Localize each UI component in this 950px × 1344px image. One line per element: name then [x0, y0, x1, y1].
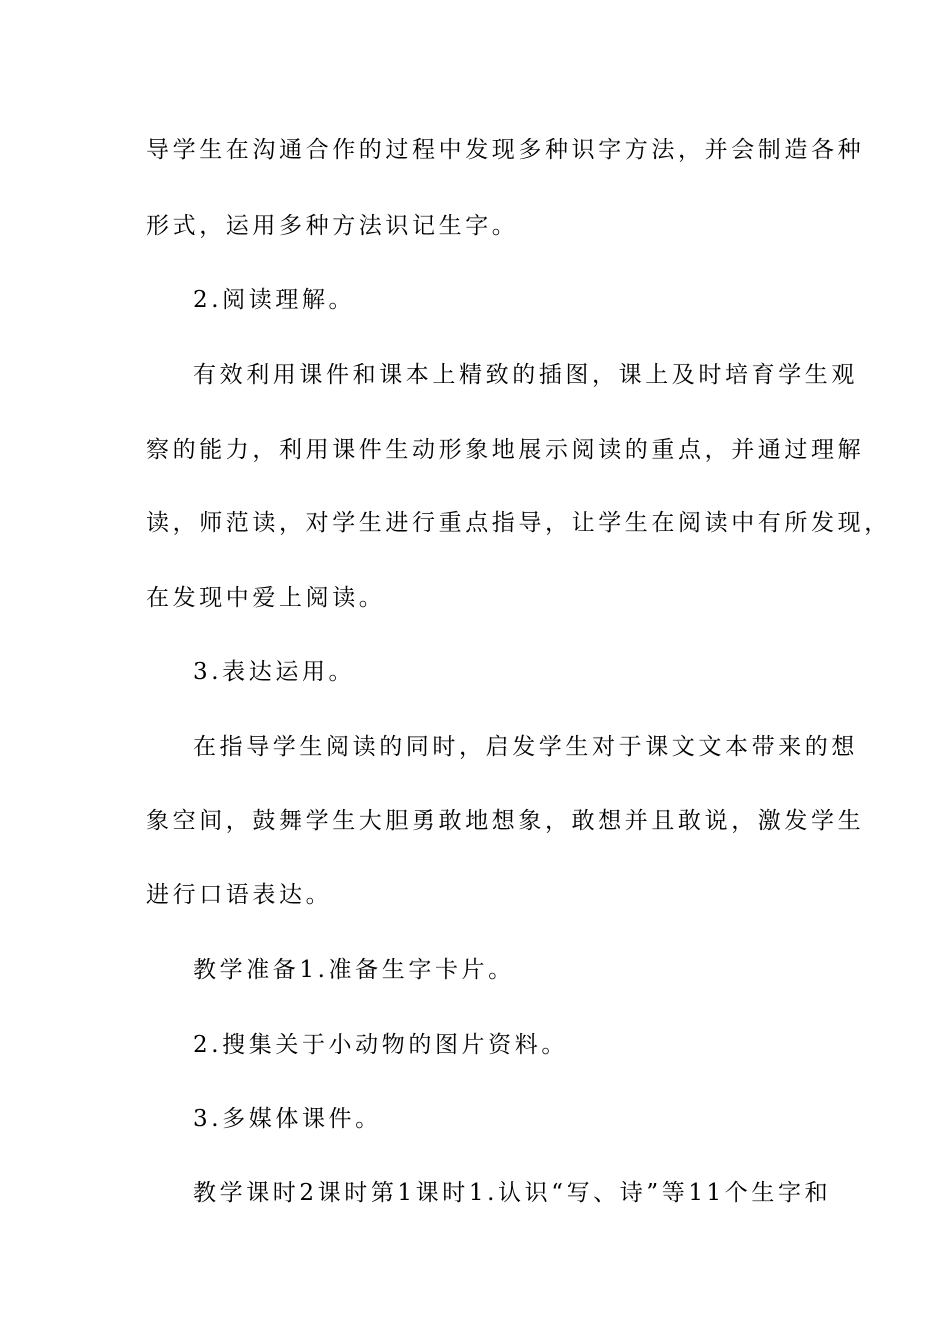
text-line: 教学准备1.准备生字卡片。 [193, 957, 515, 983]
text-line: 2.搜集关于小动物的图片资料。 [193, 1032, 568, 1058]
text-line: 在指导学生阅读的同时，启发学生对于课文文本带来的想 [193, 734, 858, 760]
text-line: 在发现中爱上阅读。 [146, 585, 386, 611]
section-heading: 2.阅读理解。 [193, 287, 356, 313]
text-line: 有效利用课件和课本上精致的插图，课上及时培育学生观 [193, 362, 858, 388]
text-line: 读，师范读，对学生进行重点指导，让学生在阅读中有所发现， [146, 510, 891, 536]
text-line: 教学课时2课时第1课时1.认识“写、诗”等11个生字和 [193, 1180, 832, 1206]
text-line: 进行口语表达。 [146, 882, 333, 908]
text-line: 导学生在沟通合作的过程中发现多种识字方法，并会制造各种 [146, 137, 865, 163]
section-heading: 3.表达运用。 [193, 659, 356, 685]
text-line: 察的能力，利用课件生动形象地展示阅读的重点，并通过理解 [146, 437, 865, 463]
text-line: 象空间，鼓舞学生大胆勇敢地想象，敢想并且敢说，激发学生 [146, 808, 865, 834]
text-line: 形式，运用多种方法识记生字。 [146, 213, 519, 239]
text-line: 3.多媒体课件。 [193, 1106, 382, 1132]
